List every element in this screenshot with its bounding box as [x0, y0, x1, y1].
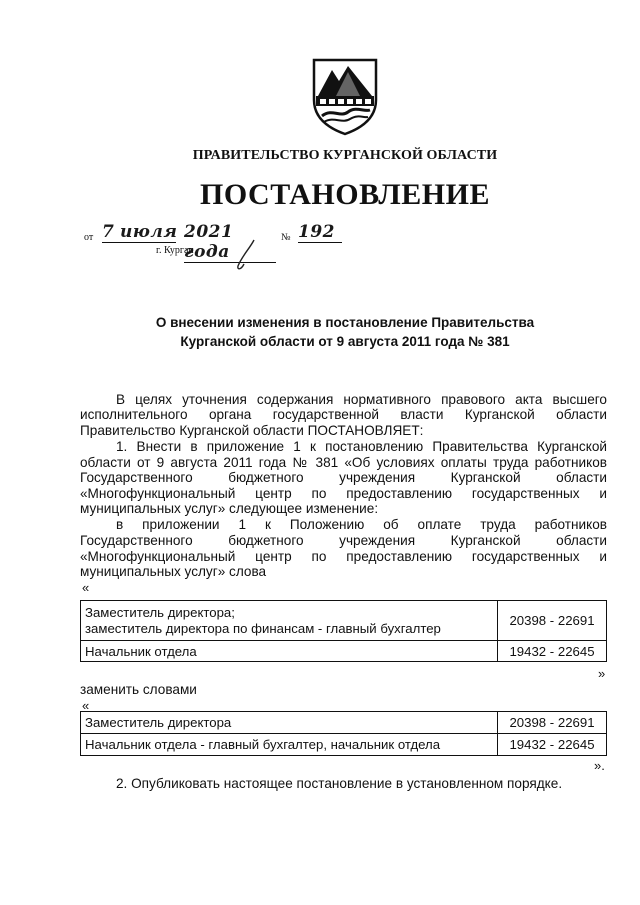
salary-cell: 19432 - 22645	[498, 734, 607, 756]
old-wording-table	[80, 600, 607, 662]
position-text: Заместитель директора;	[85, 604, 235, 620]
table-row	[81, 712, 607, 734]
city-label: г. Курган	[156, 245, 194, 256]
body-line: Государственного бюджетного учреждения Курганской области	[80, 533, 607, 548]
document-subject	[0, 313, 640, 351]
body-line: 1. Внести в приложение 1 к постановлению Правительства Курганской	[116, 439, 607, 454]
body-line: «Многофункциональный центр по предоставлению государственных и	[80, 486, 607, 501]
subject-line-2: Курганской области от 9 августа 2011 года № 381	[180, 334, 510, 349]
number-label: №	[281, 232, 291, 243]
item-2-text: 2. Опубликовать настоящее постановление в установленном порядке.	[116, 776, 563, 791]
date-from-label: от	[84, 232, 94, 243]
date-year-handwritten: 2021 года	[184, 222, 276, 263]
subject-line-1: О внесении изменения в постановление Правительства	[155, 315, 535, 330]
government-name: ПРАВИТЕЛЬСТВО КУРГАНСКОЙ ОБЛАСТИ	[192, 148, 498, 163]
body-line: Государственного бюджетного учреждения Курганской области	[80, 470, 607, 485]
salary-cell: 20398 - 22691	[498, 712, 607, 734]
body-line: Правительство Курганской области ПОСТАНОВЛЯЕТ:	[80, 423, 424, 438]
date-month-handwritten: июля	[120, 222, 178, 242]
new-wording-table	[80, 711, 607, 756]
position-cell: Начальник отдела	[81, 641, 498, 662]
open-quote: «	[82, 580, 90, 595]
body-line: в приложении 1 к Положению об оплате труда работников	[116, 517, 607, 532]
open-quote: «	[82, 698, 90, 713]
table-row	[81, 734, 607, 756]
table-row	[81, 641, 607, 662]
coat-of-arms-icon	[308, 56, 382, 136]
body-line: муниципальных услуг» слова	[80, 564, 267, 579]
table-row	[81, 601, 607, 641]
salary-cell: 19432 - 22645	[498, 641, 607, 662]
position-text: заместитель директора по финансам - главный бухгалтер	[85, 620, 441, 636]
position-cell	[81, 601, 498, 641]
document-number-handwritten: 192	[298, 222, 342, 243]
body-line: области от 9 августа 2011 года № 381 «Об условиях оплаты труда работников	[80, 455, 607, 470]
body-line: «Многофункциональный центр по предоставлению государственных и	[80, 549, 607, 564]
close-quote-final: ».	[594, 758, 605, 773]
body-line: В целях уточнения содержания нормативного правового акта высшего	[116, 392, 607, 407]
position-cell: Заместитель директора	[81, 712, 498, 734]
replace-text: заменить словами	[80, 682, 197, 697]
close-quote: »	[598, 666, 606, 681]
document-type-title: ПОСТАНОВЛЕНИЕ	[200, 178, 490, 211]
position-cell: Начальник отдела - главный бухгалтер, начальник отдела	[81, 734, 498, 756]
salary-cell: 20398 - 22691	[498, 601, 607, 641]
signature-stroke	[232, 238, 262, 272]
date-day-handwritten: 7	[102, 222, 154, 243]
body-line: исполнительного органа государственной власти Курганской области	[80, 407, 607, 422]
body-line: муниципальных услуг» следующее изменение:	[80, 501, 379, 516]
